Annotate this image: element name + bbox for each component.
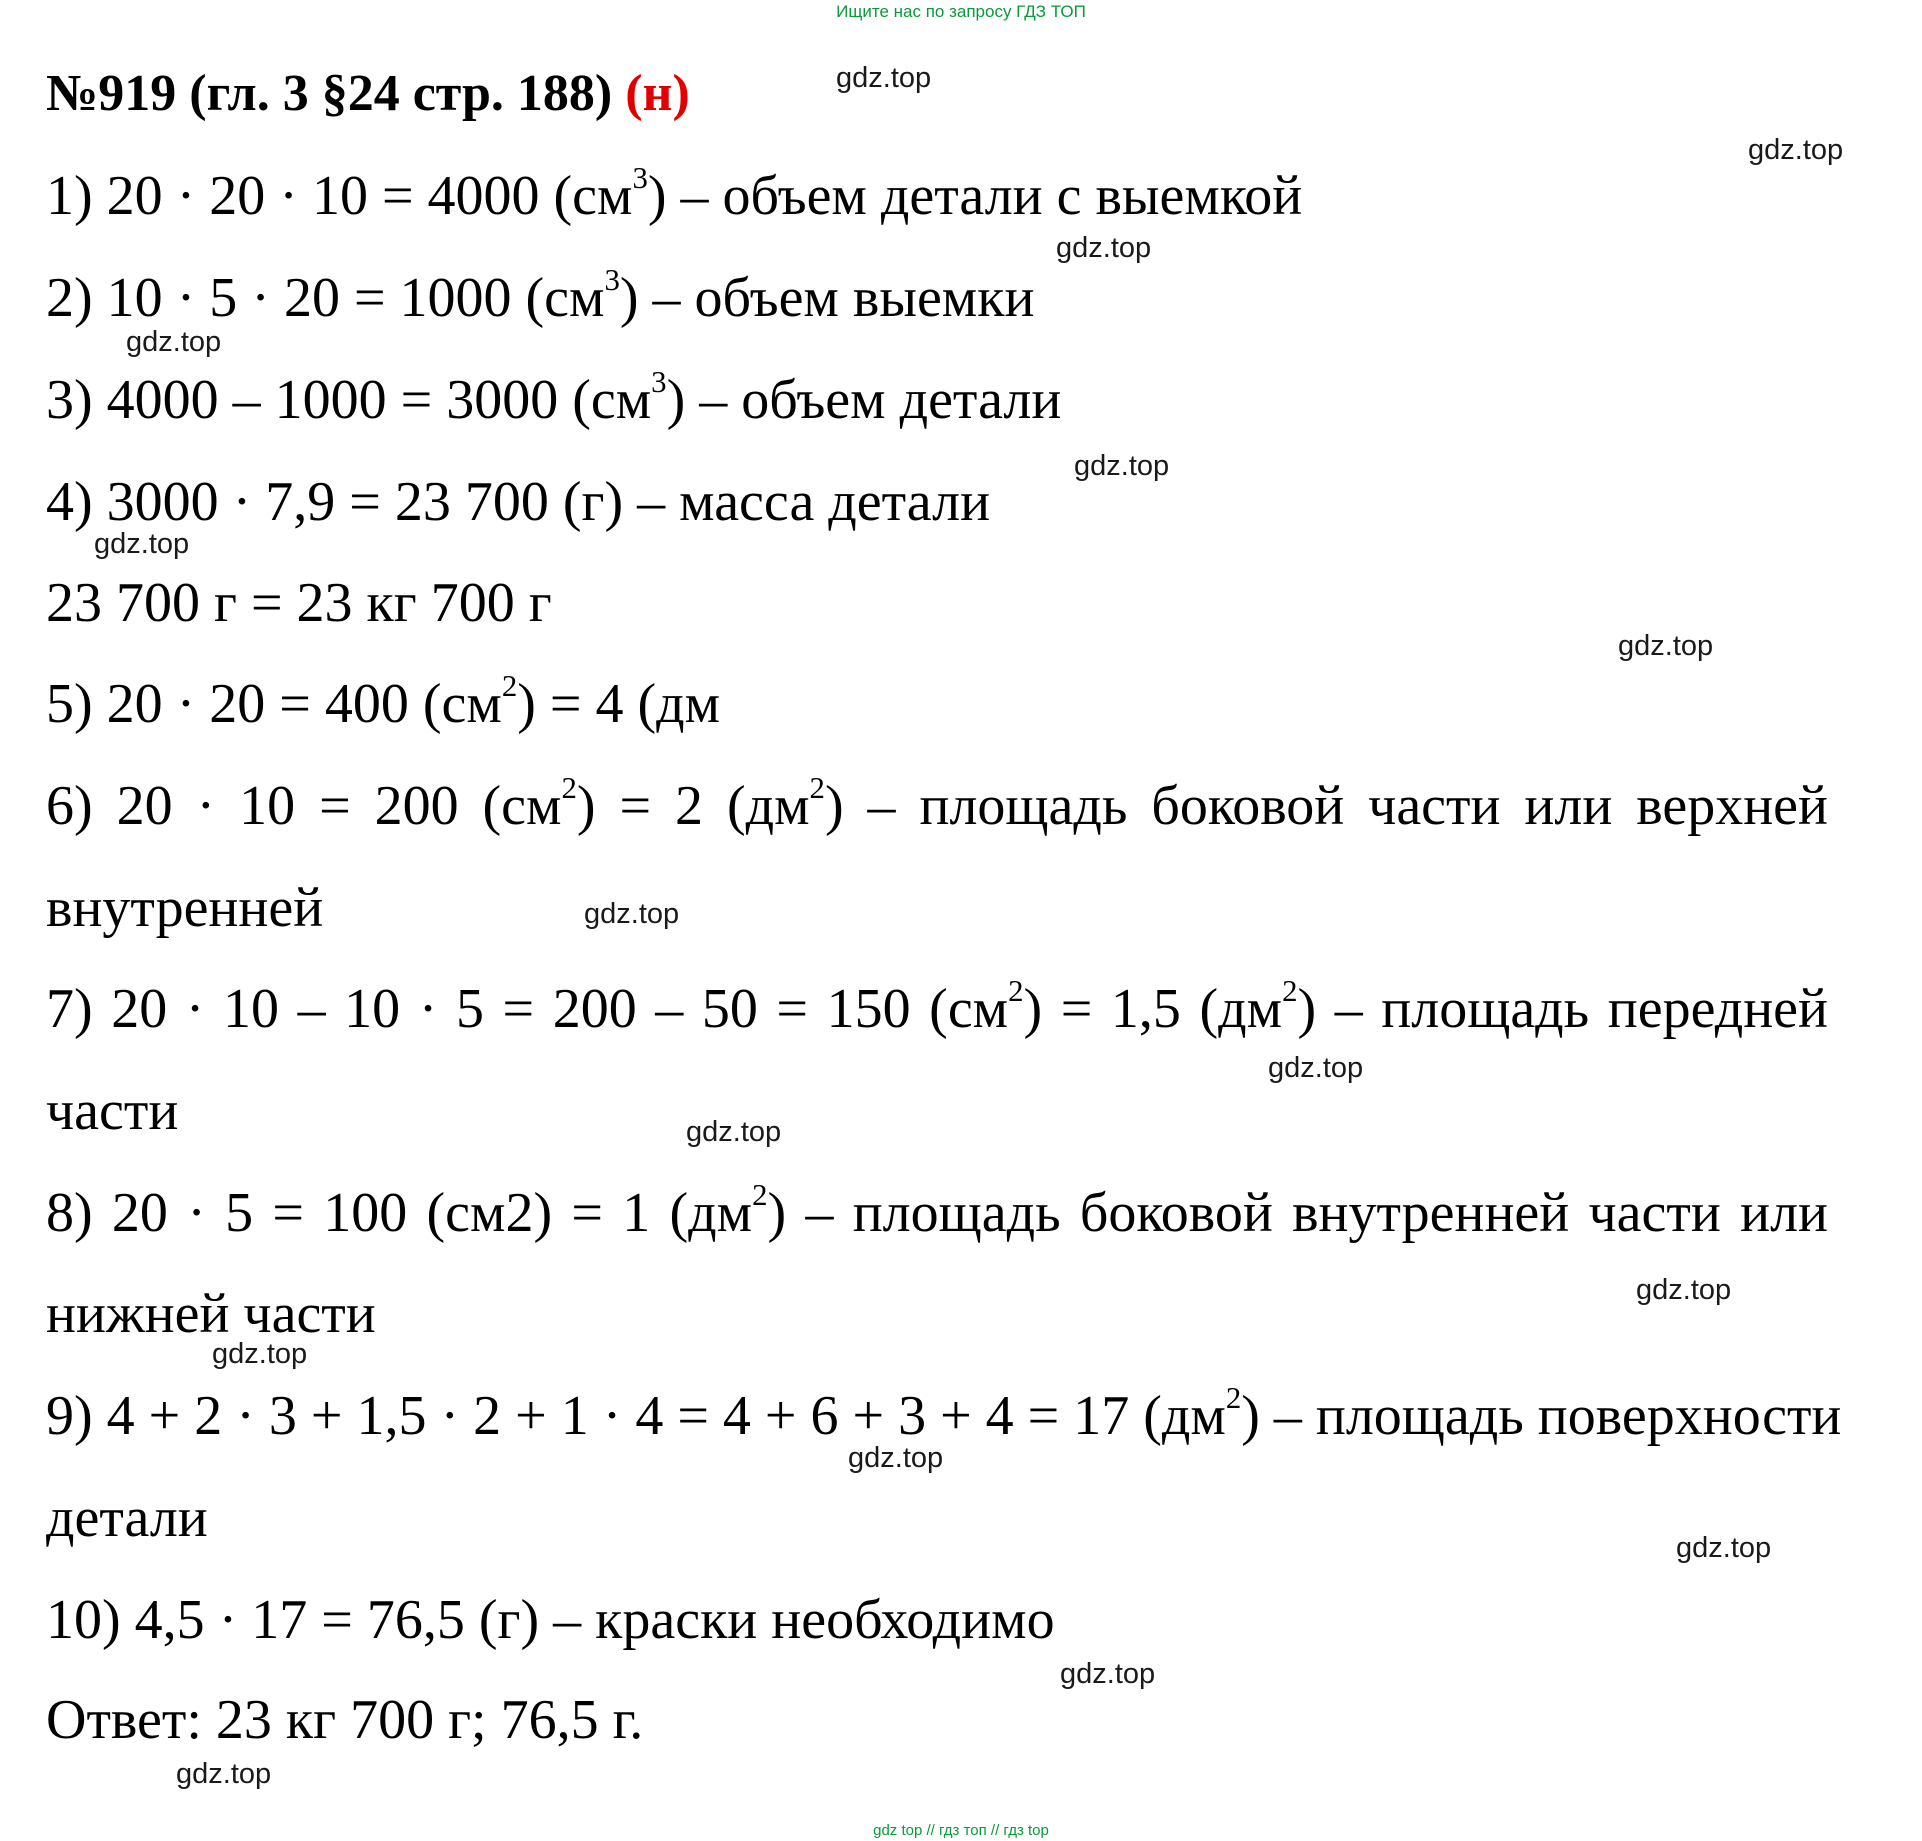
- watermark: gdz.top: [1636, 1274, 1732, 1306]
- step-8-continued: нижней части: [46, 1283, 376, 1345]
- step-5: 5) 20 · 20 = 400 $(см^2) = 4$ (дм: [46, 668, 721, 735]
- watermark: gdz.top: [94, 528, 190, 560]
- watermark: gdz.top: [1060, 1658, 1156, 1690]
- step-3: 3) 4000 – 1000 = 3000 $(см^3)$ – объем детали: [46, 364, 1062, 431]
- watermark: gdz.top: [836, 62, 932, 94]
- task-note-marker: (н): [625, 65, 690, 122]
- step-8: 8) 20 · 5 = 100 (см2) = 1 $(дм^2)$ – площадь боковой внутренней части или: [46, 1177, 1828, 1244]
- watermark: gdz.top: [176, 1758, 272, 1790]
- watermark: gdz.top: [1074, 450, 1170, 482]
- footer-links[interactable]: gdz top // гдз топ // гдз top: [873, 1822, 1049, 1839]
- task-title: [46, 65, 690, 122]
- step-7: 7) 20 · 10 – 10 · 5 = 200 – 50 = 150 $(см^2) = 1,5$ $(дм^2)$ – площадь передней: [46, 973, 1829, 1040]
- step-9-continued: детали: [46, 1487, 208, 1549]
- watermark: gdz.top: [1056, 232, 1152, 264]
- answer: Ответ: 23 кг 700 г; 76,5 г.: [46, 1689, 644, 1751]
- mass-conversion: 23 700 г = 23 кг 700 г: [46, 572, 552, 634]
- top-banner[interactable]: Ищите нас по запросу ГДЗ ТОП: [836, 2, 1086, 21]
- watermark: gdz.top: [212, 1338, 308, 1370]
- watermark: gdz.top: [126, 326, 222, 358]
- watermark: gdz.top: [584, 898, 680, 930]
- step-7-continued: части: [46, 1080, 179, 1142]
- step-1: 1) 20 · 20 · 10 = 4000 $(см^3)$ – объем детали с выемкой: [46, 160, 1303, 227]
- watermark: gdz.top: [1268, 1052, 1364, 1084]
- watermark: gdz.top: [686, 1116, 782, 1148]
- step-6: 6) 20 · 10 = 200 $(см^2) = 2$ $(дм^2)$ – площадь боковой части или верхней: [46, 770, 1829, 837]
- step-9: 9) 4 + 2 · 3 + 1,5 · 2 + 1 · 4 = 4 + 6 + 3 + 4 = 17 $(дм^2)$ – площадь поверхности: [46, 1380, 1842, 1447]
- step-2: 2) 10 · 5 · 20 = 1000 $(см^3)$ – объем выемки: [46, 262, 1035, 329]
- watermark: gdz.top: [1676, 1532, 1772, 1564]
- task-title-text: №919 (гл. 3 §24 стр. 188): [46, 65, 613, 122]
- step-10: 10) 4,5 · 17 = 76,5 (г) – краски необходимо: [46, 1589, 1055, 1651]
- watermark: gdz.top: [1618, 630, 1714, 662]
- watermark: gdz.top: [848, 1442, 944, 1474]
- watermark: gdz.top: [1748, 134, 1844, 166]
- step-6-continued: внутренней: [46, 877, 324, 939]
- step-4: 4) 3000 · 7,9 = 23 700 (г) – масса детали: [46, 471, 991, 533]
